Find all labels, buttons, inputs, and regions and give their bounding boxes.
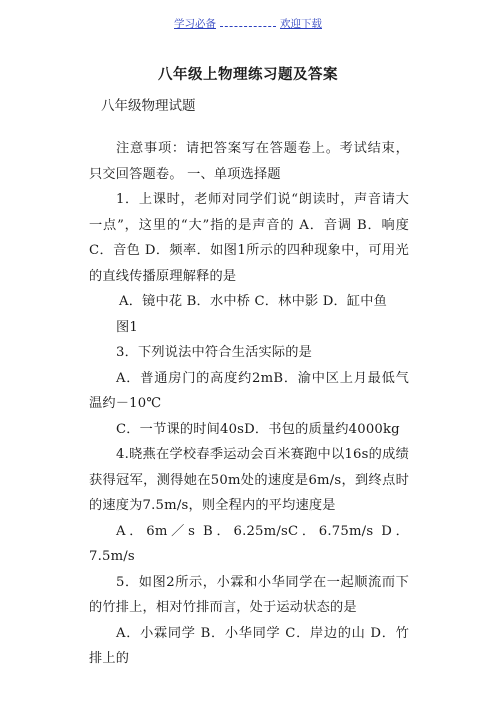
header-link-study[interactable]: 学习必备: [174, 18, 216, 30]
question-4-options: A．6m／s B．6.25m/sC．6.75m/s D．7.5m/s: [89, 523, 409, 564]
figure-1-caption: 图1: [116, 319, 138, 335]
document-title: 八年级上物理练习题及答案: [158, 66, 338, 83]
notice-paragraph: 注意事项：请把答案写在答题卷上。考试结束，只交回答题卷。 一、单项选择题: [89, 141, 409, 182]
question-2-options: A．镜中花 B．水中桥 C．林中影 D．缸中鱼: [119, 294, 388, 309]
question-3-options-cd: C．一节课的时间40sD．书包的质量约4000kg: [116, 421, 400, 437]
question-4-paragraph: 4.晓燕在学校春季运动会百米赛跑中以16s的成绩获得冠军，测得她在50m处的速度是6m/s，到终点时的速度为7.5m/s，则全程内的平均速度是: [89, 447, 409, 513]
question-5-options: A．小霖同学 B．小华同学 C．岸边的山 D．竹排上的: [89, 625, 409, 666]
document-body: [89, 136, 409, 672]
header-divider: [220, 16, 276, 27]
document-subtitle: 八年级物理试题: [101, 98, 196, 114]
page-header: [0, 16, 496, 31]
question-5-paragraph: 5．如图2所示，小霖和小华同学在一起顺流而下的竹排上，相对竹排而言，处于运动状态的是: [89, 574, 409, 615]
question-1-paragraph: 1．上课时，老师对同学们说“朗读时，声音请大一点”，这里的“大”指的是声音的 A．音调 B．响度 C．音色 D．频率．如图1所示的四种现象中，可用光的直线传播原理解释的是: [89, 192, 409, 284]
question-3-paragraph: 3．下列说法中符合生活实际的是: [116, 345, 313, 360]
header-link-download[interactable]: 欢迎下载: [280, 18, 322, 30]
question-3-options-ab: A．普通房门的高度约2mB．渝中区上月最低气温约－10℃: [89, 370, 409, 411]
